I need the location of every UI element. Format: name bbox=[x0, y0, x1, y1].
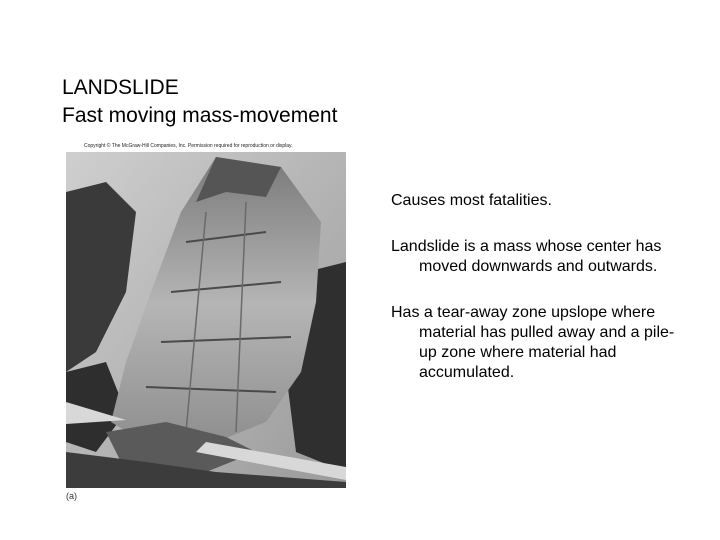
bullet-item: Landslide is a mass whose center has moved downwards and outwards. bbox=[391, 238, 662, 275]
photo-copyright: Copyright © The McGraw-Hill Companies, Inc. Permission required for reproduction or display. bbox=[66, 140, 346, 152]
landslide-image bbox=[66, 152, 346, 488]
bullet-item: Causes most fatalities. bbox=[391, 192, 552, 209]
slide-title bbox=[62, 74, 482, 130]
title-line-2: Fast moving mass-movement bbox=[62, 104, 338, 127]
photo-caption: (a) bbox=[66, 491, 77, 501]
bullet-item: Has a tear-away zone upslope where material has pulled away and a pile-up zone where material had accumulated. bbox=[391, 304, 675, 381]
bullet-list bbox=[391, 191, 691, 409]
landslide-photo bbox=[66, 140, 346, 488]
title-line-1: LANDSLIDE bbox=[62, 76, 179, 99]
